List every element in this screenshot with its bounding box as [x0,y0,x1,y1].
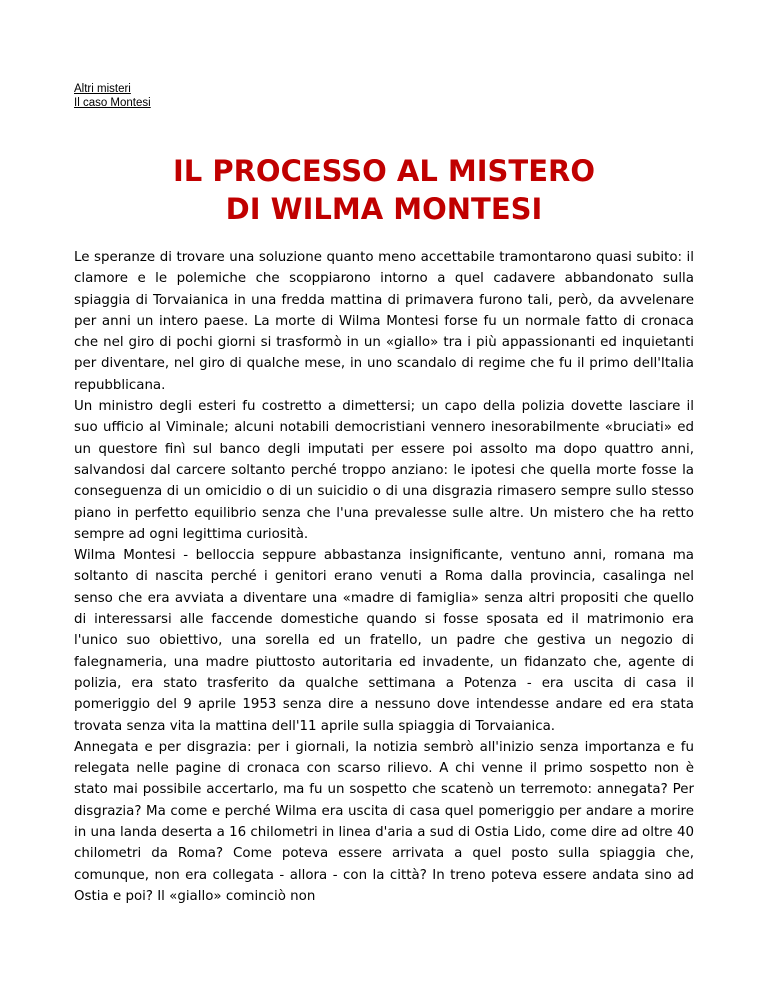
article-body [74,247,694,907]
paragraph: Le speranze di trovare una soluzione quanto meno accettabile tramontarono quasi subito: il clamore e le polemiche che scoppiarono intorno a quel cadavere abbandonato sulla spiaggia di Torvaianica in una fredda mattina di primavera furono tali, però, da avvelenare per anni un intero paese. La morte di Wilma Montesi forse fu un normale fatto di cronaca che nel giro di pochi giorni si trasformò in un «giallo» tra i più appassionanti ed inquietanti per diventare, nel giro di qualche mese, in uno scandalo di regime che fu il primo dell'Italia repubblicana. [74,250,694,393]
page-title-line-1: IL PROCESSO AL MISTERO [172,154,596,188]
page-title-line-2: DI WILMA MONTESI [225,192,543,226]
breadcrumb-link-caso-montesi[interactable]: Il caso Montesi [74,97,151,109]
breadcrumb [74,82,151,110]
breadcrumb-link-altri-misteri[interactable]: Altri misteri [74,83,131,95]
paragraph: Wilma Montesi - belloccia seppure abbastanza insignificante, ventuno anni, romana ma soltanto di nascita perché i genitori erano venuti a Roma dalla provincia, casalinga nel senso che era avviata a diventare una «madre di famiglia» senza altri propositi che quello di interessarsi alle faccende domestiche quando si fosse sposata ed il matrimonio era l'unico suo obiettivo, una sorella ed un fratello, un padre che gestiva un negozio di falegnameria, una madre piuttosto autoritaria ed invadente, un fidanzato che, agente di polizia, era stato trasferito da qualche settimana a Potenza - era uscita di casa il pomeriggio del 9 aprile 1953 senza dire a nessuno dove intendesse andare ed era stata trovata senza vita la mattina dell'11 aprile sulla spiaggia di Torvaianica. [74,548,694,734]
paragraph: Annegata e per disgrazia: per i giornali, la notizia sembrò all'inizio senza importanza e fu relegata nelle pagine di cronaca con scarso rilievo. A chi venne il primo sospetto non è stato mai possibile accertarlo, ma fu un sospetto che scatenò un terremoto: annegata? Per disgrazia? Ma come e perché Wilma era uscita di casa quel pomeriggio per andare a morire in una landa deserta a 16 chilometri in linea d'aria a sud di Ostia Lido, come dire ad oltre 40 chilometri da Roma? Come poteva essere arrivata a quel posto sulla spiaggia che, comunque, non era collegata - allora - con la città? In treno poteva essere andata sino ad Ostia e poi? Il «giallo» cominciò non [74,739,694,904]
page-title [0,152,768,228]
paragraph: Un ministro degli esteri fu costretto a dimettersi; un capo della polizia dovette lasciare il suo ufficio al Viminale; alcuni notabili democristiani vennero inesorabilmente «bruciati» ed un questore finì sul banco degli imputati per essere poi assolto ma dopo quattro anni, salvandosi dal carcere soltanto perché troppo anziano: le ipotesi che quella morte fosse la conseguenza di un omicidio o di un suicidio o di una disgrazia rimasero sempre sullo stesso piano in perfetto equilibrio senza che l'una prevalesse sulle altre. Un mistero che ha retto sempre ad ogni legittima curiosità. [74,399,694,542]
